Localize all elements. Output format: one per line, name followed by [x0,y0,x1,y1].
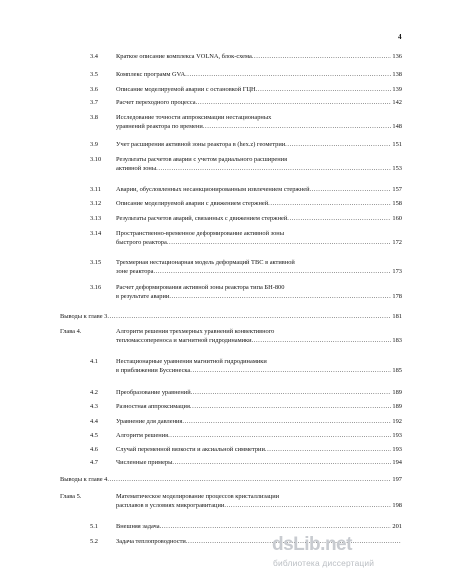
toc-entry-number: 3.11 [90,186,101,193]
leader-dots [310,185,392,194]
toc-entry-number: Глава 4. [60,328,82,335]
toc-entry-title [116,98,402,107]
toc-entry-title [116,185,402,194]
leader-dots [196,98,392,107]
toc-entry-title [116,113,402,131]
toc-page-number: 189 [392,403,402,410]
toc-entry [0,388,450,400]
toc-entry [0,155,450,172]
toc-page-number: 192 [392,418,402,425]
leader-dots [172,458,391,467]
toc-page-number: 136 [392,53,402,60]
toc-entry-line: Преобразование уравнений ..... 189 [116,388,402,397]
toc-entry-line: Выводы к главе 4 ..... 197 [60,475,402,484]
toc-entry [0,283,450,300]
toc-entry-title [116,85,402,94]
toc-page-number: 151 [392,141,402,148]
leader-dots [167,238,392,247]
page-number: 4 [398,33,402,41]
toc-entry-line: Алгоритм решения ..... 193 [116,431,402,440]
toc-entry-line: Алгоритм решения трехмерных уравнений конвективного [116,328,275,335]
toc-page-number: 158 [392,200,402,207]
toc-entry-line: Математическое моделирование процессов кристаллизации [116,493,280,500]
toc-entry-title [116,52,402,61]
toc-entry-line: уравнений реактора по времени ..... 148 [116,122,402,131]
toc-entry-line: Разностная аппроксимация ..... 189 [116,402,402,411]
toc-entry-line: Описание моделируемой аварии с остановкой ГЦН ..... 139 [116,85,402,94]
toc-page-number: 185 [392,366,402,374]
toc-entry-line: Случай переменной вязкости и аксиальной симметрии ..... 193 [116,445,402,454]
toc-entry-line: Краткое описание комплекса VOLNA, блок-схема ..... 136 [116,52,402,61]
toc-entry-line: Учет расширения активной зоны реактора в (hex.z) геометрии ..... 151 [116,140,402,149]
toc-entry-number: 3.16 [90,284,102,291]
leader-dots [287,214,391,223]
toc-entry-title [116,70,402,79]
toc-entry-title [116,492,402,510]
toc-entry-title [60,312,402,321]
toc-entry-title [116,155,402,173]
toc-entry-line: Расчет переходного процесса ..... 142 [116,98,402,107]
toc-entry-number: 4.5 [90,432,98,439]
toc-entry-number: 3.8 [90,114,98,121]
toc-entry-number: 5.2 [90,538,98,545]
toc-entry-number: 3.6 [90,86,98,93]
leader-dots [252,52,392,61]
toc-entry-line: Расчет деформирования активной зоны реактора типа БН-800 [116,284,285,291]
toc-entry-line: Трехмерная нестационарная модель деформаций ТВС в активной [116,259,295,266]
watermark-logo: dsLib.net [272,534,352,555]
toc-entry-number: 3.15 [90,259,102,266]
leader-dots [156,164,391,173]
toc-entry-number: 4.4 [90,418,98,425]
toc-entry-line: расплавов в условиях микрогравитации ..... 198 [116,501,402,510]
toc-entry-line: Внешняя задача ..... 201 [116,522,402,531]
toc-page-number: 173 [392,267,402,275]
leader-dots [265,445,392,454]
toc-entry [0,113,450,130]
leader-dots [107,475,391,484]
toc-entry-number: 3.12 [90,200,102,207]
toc-page-number: 153 [392,164,402,172]
toc-entry-line: зоне реактора ..... 173 [116,267,402,276]
toc-entry-line: Результаты расчетов аварий, связанных с движением стержней ..... 160 [116,214,402,223]
toc-entry [0,70,450,82]
toc-entry-number: 3.4 [90,53,98,60]
toc-entry-title [116,199,402,208]
toc-entry-title [116,327,402,345]
leader-dots [190,366,391,375]
leader-dots [107,312,391,321]
toc-page-number: 189 [392,389,402,396]
toc-entry-number: 4.7 [90,459,98,466]
watermark-subtitle: библиотека диссертаций [273,558,375,568]
toc-entry-number: 4.3 [90,403,98,410]
toc-entry-line: Задача теплопроводности ..... [116,537,402,546]
toc-summary [0,312,450,324]
toc-entry [0,402,450,414]
toc-page-number: 201 [392,523,402,530]
toc-chapter [0,492,450,509]
toc-entry [0,431,450,443]
toc-entry [0,214,450,226]
toc-entry-title [116,431,402,440]
toc-entry-number: 3.9 [90,141,98,148]
leader-dots [160,522,392,531]
leader-dots [203,122,392,131]
leader-dots [256,85,392,94]
toc-entry-line: Численные примеры ..... 194 [116,458,402,467]
toc-entry-title [116,229,402,247]
toc-entry-line: Уравнение для давления ..... 192 [116,417,402,426]
toc-entry-title [116,458,402,467]
leader-dots [285,140,391,149]
toc-entry [0,445,450,457]
toc-entry-number: 5.1 [90,523,98,530]
toc-entry-line: в приближении Буссинеска ..... 185 [116,366,402,375]
toc-entry-title [116,357,402,375]
toc-entry-line: Комплекс программ GVA ..... 138 [116,70,402,79]
toc-summary [0,475,450,487]
leader-dots [185,70,391,79]
toc-entry-number: 4.1 [90,358,98,365]
toc-entry-number: 4.6 [90,446,98,453]
toc-chapter [0,327,450,344]
toc-page-number: 148 [392,122,402,130]
leader-dots [268,199,391,208]
toc-entry [0,357,450,374]
toc-entry [0,199,450,211]
leader-dots [224,501,391,510]
toc-page-number: 138 [392,71,402,78]
toc-page-number: 194 [392,459,402,466]
toc-entry-title [116,214,402,223]
toc-entry-number: 3.7 [90,99,98,106]
toc-entry-title [116,417,402,426]
toc-page-number: 198 [392,501,402,509]
toc-entry [0,258,450,275]
toc-entry-line: Описание моделируемой аварии с движением стержней ..... 158 [116,199,402,208]
toc-entry-number: Глава 5. [60,493,82,500]
toc-entry-line: Нестационарные уравнения магнитной гидродинамики [116,358,267,365]
toc-entry-title [116,140,402,149]
watermark [272,532,444,576]
toc-entry-title [116,283,402,301]
leader-dots [191,388,392,397]
toc-entry [0,52,450,64]
toc-entry [0,458,450,470]
toc-entry [0,85,450,97]
toc-page-number: 160 [392,215,402,222]
toc-entry-line: активной зоны ..... 153 [116,164,402,173]
toc-entry [0,185,450,197]
toc-entry-title [116,445,402,454]
toc-entry-line: Результаты расчетов аварии с учетом радиального расширения [116,156,288,163]
leader-dots [169,292,391,301]
toc-entry [0,229,450,246]
leader-dots [252,336,392,345]
toc-entry-line: Выводы к главе 3 ..... 181 [60,312,402,321]
toc-page-number: 183 [392,336,402,344]
toc-entry-title [116,388,402,397]
toc-page-number: 157 [392,186,402,193]
leader-dots [168,431,391,440]
toc-entry-line: Исследование точности аппроксимации нестационарных [116,114,272,121]
toc-entry-title [60,475,402,484]
toc-page-number: 172 [392,238,402,246]
leader-dots [190,402,391,411]
toc-entry [0,98,450,110]
toc-page-number: 139 [392,86,402,93]
toc-entry [0,417,450,429]
leader-dots [153,267,391,276]
toc-entry-line: тепломассопереноса и магнитной гидродинамики ..... 183 [116,336,402,345]
toc-entry-line: Аварии, обусловленных несанкционированным извлечением стержней ..... 157 [116,185,402,194]
toc-page-number: 197 [392,476,402,483]
toc-entry-line: в результате аварии ..... 178 [116,292,402,301]
leader-dots [182,417,391,426]
toc-entry [0,140,450,152]
toc-entry-number: 3.5 [90,71,98,78]
toc-page-number: 193 [392,446,402,453]
toc-entry-title [116,258,402,276]
toc-entry-line: быстрого реактора ..... 172 [116,238,402,247]
toc-page-number: 181 [392,313,402,320]
toc-page-number: 142 [392,99,402,106]
toc-entry-number: 3.10 [90,156,102,163]
toc-entry-number: 3.13 [90,215,102,222]
toc-entry-number: 3.14 [90,230,102,237]
toc-entry-number: 4.2 [90,389,98,396]
toc-page-number: 178 [392,292,402,300]
toc-entry-title [116,402,402,411]
toc-entry-title [116,522,402,531]
toc-page-number: 193 [392,432,402,439]
toc-entry-line: Пространственно-временное деформирование активной зоны [116,230,285,237]
